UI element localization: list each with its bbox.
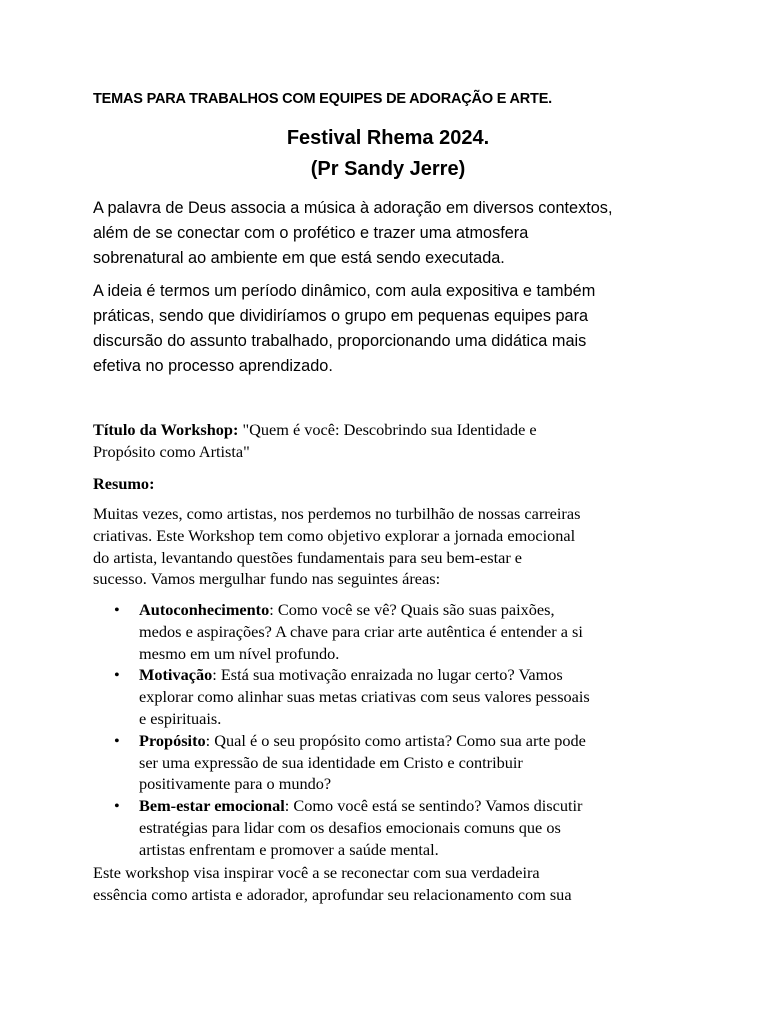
- text-line: e espirituais.: [139, 708, 222, 728]
- text-line: sobrenatural ao ambiente em que está sendo executada.: [93, 249, 505, 267]
- list-item: [93, 664, 683, 729]
- topic-heading: TEMAS PARA TRABALHOS COM EQUIPES DE ADORAÇÃO E ARTE.: [93, 91, 552, 107]
- text-line: Este workshop visa inspirar você a se reconectar com sua verdadeira: [93, 863, 540, 882]
- area-term: Bem-estar emocional: [139, 796, 285, 816]
- intro-paragraph-1: [93, 196, 683, 271]
- text-line: : Está sua motivação enraizada no lugar certo? Vamos: [212, 665, 563, 685]
- text-line: A palavra de Deus associa a música à adoração em diversos contextos,: [93, 199, 613, 217]
- text-line: criativas. Este Workshop tem como objetivo explorar a jornada emocional: [93, 525, 576, 545]
- area-term: Motivação: [139, 665, 213, 685]
- festival-title-line-1: Festival Rhema 2024.: [286, 127, 490, 149]
- summary-paragraph: [93, 503, 683, 590]
- intro-paragraph-2: [93, 279, 683, 379]
- area-term: Autoconhecimento: [139, 600, 270, 619]
- focus-areas-list: [93, 599, 683, 861]
- text-line: explorar como alinhar suas metas criativas com seus valores pessoais: [139, 687, 590, 707]
- bullet: •: [114, 796, 120, 816]
- text-line: do artista, levantando questões fundamentais para seu bem-estar e: [93, 547, 523, 567]
- bullet: •: [114, 665, 120, 685]
- text-line: além de se conectar com o profético e trazer uma atmosfera: [93, 224, 529, 242]
- text-line: medos e aspirações? A chave para criar arte autêntica é entender a si: [139, 621, 583, 641]
- workshop-title: [93, 419, 683, 463]
- text-line: sucesso. Vamos mergulhar fundo nas seguintes áreas:: [93, 569, 441, 589]
- text-line: positivamente para o mundo?: [139, 774, 332, 794]
- workshop-title-text: "Quem é você: Descobrindo sua Identidade e: [238, 420, 537, 439]
- text-line: : Qual é o seu propósito como artista? Como sua arte pode: [205, 730, 586, 750]
- area-term: Propósito: [139, 730, 206, 750]
- list-item: [93, 730, 683, 795]
- list-item: [93, 795, 683, 860]
- text-line: : Como você está se sentindo? Vamos discutir: [284, 796, 583, 816]
- text-line: efetiva no processo aprendizado.: [93, 357, 333, 375]
- text-line: Muitas vezes, como artistas, nos perdemos no turbilhão de nossas carreiras: [93, 504, 581, 523]
- workshop-title-label: Título da Workshop:: [93, 420, 239, 439]
- text-line: : Como você se vê? Quais são suas paixões,: [269, 600, 555, 619]
- bullet: •: [114, 730, 120, 750]
- festival-title-line-2: (Pr Sandy Jerre): [310, 158, 466, 180]
- text-line: práticas, sendo que dividiríamos o grupo em pequenas equipes para: [93, 307, 589, 325]
- text-line: mesmo em um nível profundo.: [139, 643, 340, 663]
- text-line: estratégias para lidar com os desafios emocionais comuns que os: [139, 817, 561, 837]
- festival-title: [93, 123, 683, 185]
- text-line: A ideia é termos um período dinâmico, com aula expositiva e também: [93, 282, 596, 300]
- text-line: artistas enfrentam e promover a saúde mental.: [139, 839, 439, 859]
- list-item: [93, 599, 683, 664]
- text-line: essência como artista e adorador, aprofundar seu relacionamento com sua: [93, 884, 572, 904]
- text-line: ser uma expressão de sua identidade em Cristo e contribuir: [139, 752, 523, 772]
- bullet: •: [114, 600, 120, 619]
- summary-label: Resumo:: [93, 474, 155, 493]
- text-line: discursão do assunto trabalhado, proporcionando uma didática mais: [93, 332, 587, 350]
- closing-paragraph: [93, 862, 683, 906]
- workshop-title-text: Propósito como Artista": [93, 441, 250, 461]
